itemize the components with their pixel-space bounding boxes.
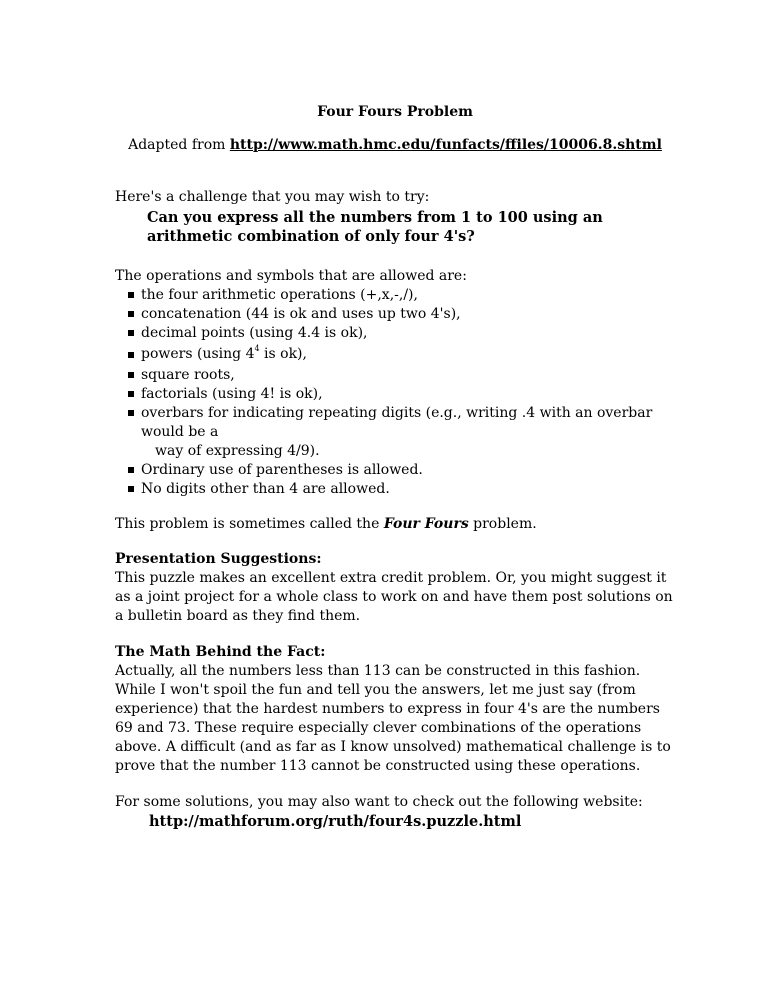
square-bullet-icon bbox=[128, 311, 134, 317]
square-bullet-icon bbox=[128, 391, 134, 397]
list-item: concatenation (44 is ok and uses up two 4's), bbox=[115, 305, 675, 324]
list-item: No digits other than 4 are allowed. bbox=[115, 480, 675, 499]
square-bullet-icon bbox=[128, 486, 134, 492]
solutions-link[interactable]: http://mathforum.org/ruth/four4s.puzzle.html bbox=[149, 813, 522, 830]
list-item: square roots, bbox=[115, 366, 675, 385]
presentation-section bbox=[115, 550, 675, 626]
math-body: Actually, all the numbers less than 113 can be constructed in this fashion. While I won't spoil the fun and tell you the answers, let me just say (from experience) that the hardest numbers to express in four 4's are the numbers 69 and 73. These require especially clever combinations of the operations above. A difficult (and as far as I know unsolved) mathematical challenge is to prove that the number 113 cannot be constructed using these operations. bbox=[115, 663, 671, 774]
problem-name-line: This problem is sometimes called the Four Fours problem. bbox=[115, 516, 537, 532]
square-bullet-icon bbox=[128, 410, 134, 416]
presentation-heading: Presentation Suggestions: bbox=[115, 551, 322, 567]
intro-text: Here's a challenge that you may wish to try: bbox=[115, 189, 430, 205]
square-bullet-icon bbox=[128, 330, 134, 336]
ops-intro: The operations and symbols that are allowed are: bbox=[115, 268, 467, 284]
source-prefix: Adapted from bbox=[128, 137, 230, 153]
square-bullet-icon bbox=[128, 352, 134, 358]
power-expression: $4^4$ bbox=[245, 344, 260, 362]
list-item: decimal points (using 4.4 is ok), bbox=[115, 324, 675, 343]
square-bullet-icon bbox=[128, 292, 134, 298]
solutions-section bbox=[115, 793, 675, 831]
list-item: overbars for indicating repeating digits (e.g., writing .4 with an overbar would be a way of expressing 4/9). bbox=[115, 404, 675, 461]
source-link[interactable]: http://www.math.hmc.edu/funfacts/ffiles/10006.8.shtml bbox=[229, 137, 662, 153]
list-item: powers (using $4^4$ is ok), bbox=[115, 343, 675, 366]
presentation-body: This puzzle makes an excellent extra credit problem. Or, you might suggest it as a joint project for a whole class to work on and have them post solutions on a bulletin board as they find them. bbox=[115, 570, 673, 624]
list-item: Ordinary use of parentheses is allowed. bbox=[115, 461, 675, 480]
operations-list bbox=[115, 286, 675, 499]
math-heading: The Math Behind the Fact: bbox=[115, 644, 326, 660]
square-bullet-icon bbox=[128, 372, 134, 378]
solutions-text: For some solutions, you may also want to check out the following website: bbox=[115, 794, 643, 810]
square-bullet-icon bbox=[128, 467, 134, 473]
source-line bbox=[115, 136, 675, 155]
list-item: the four arithmetic operations (+,x,-,/), bbox=[115, 286, 675, 305]
math-section bbox=[115, 643, 675, 776]
challenge-question: Can you express all the numbers from 1 to 100 using an arithmetic combination of only four 4's? bbox=[147, 209, 603, 245]
page-title: Four Fours Problem bbox=[317, 104, 473, 120]
problem-name: Four Fours bbox=[383, 516, 469, 532]
document-content bbox=[115, 103, 675, 831]
list-item: factorials (using 4! is ok), bbox=[115, 385, 675, 404]
